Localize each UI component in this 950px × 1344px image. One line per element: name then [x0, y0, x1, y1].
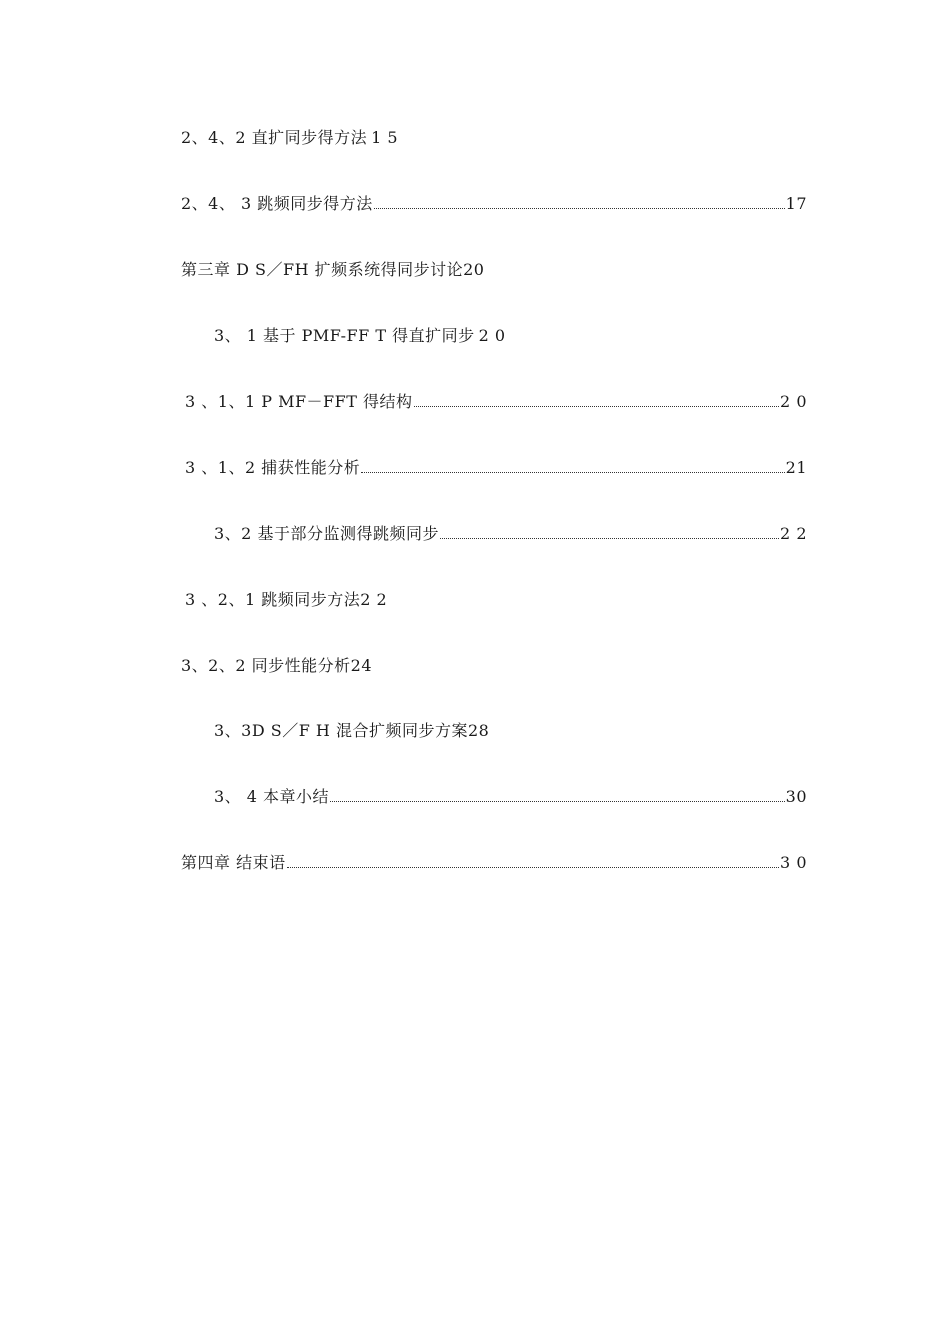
toc-leader-dots: [440, 537, 779, 539]
toc-entry-page: 17: [785, 194, 807, 213]
toc-entry-page: 21: [785, 458, 807, 477]
toc-entry-title: 3、3D S／F H 混合扩频同步方案: [214, 721, 468, 740]
toc-entry-title: 3 、2、1 跳频同步方法: [185, 590, 361, 609]
toc-entry-page: 3 0: [780, 853, 807, 872]
toc-entry-3-2[interactable]: [214, 524, 807, 544]
toc-entry-title: 第四章 结束语: [181, 853, 286, 872]
toc-entry-page: 1 5: [371, 128, 399, 147]
toc-entry-title: 3、2、2 同步性能分析: [181, 656, 351, 675]
toc-entry-title: 3 、1、2 捕获性能分析: [185, 458, 361, 477]
toc-entry-3-2-2[interactable]: [181, 656, 372, 676]
toc-leader-dots: [361, 471, 784, 473]
toc-leader-dots: [374, 207, 785, 209]
toc-entry-title: 2、4、2 直扩同步得方法: [181, 128, 368, 147]
toc-entry-title: 3、 1 基于 PMF-FF T 得直扩同步: [214, 326, 475, 345]
toc-entry-2-4-2[interactable]: [181, 128, 398, 148]
toc-entry-page: 2 2: [360, 590, 388, 609]
toc-entry-title: 3 、1、1 P MF－FFT 得结构: [185, 392, 413, 411]
toc-leader-dots: [287, 866, 779, 868]
toc-entry-3-2-1[interactable]: [185, 590, 387, 610]
toc-entry-3-1[interactable]: [214, 326, 506, 346]
toc-leader-dots: [414, 405, 780, 407]
toc-entry-chapter-4[interactable]: [181, 853, 807, 873]
toc-entry-title: 第三章 D S／FH 扩频系统得同步讨论: [181, 260, 464, 279]
toc-entry-3-4[interactable]: [214, 787, 807, 807]
toc-entry-page: 20: [463, 260, 485, 279]
toc-entry-page: 2 0: [478, 326, 506, 345]
toc-entry-chapter-3[interactable]: [181, 260, 484, 280]
toc-entry-title: 2、4、 3 跳频同步得方法: [181, 194, 373, 213]
toc-entry-3-3[interactable]: [214, 721, 489, 741]
toc-entry-page: 28: [467, 721, 490, 740]
toc-entry-3-1-2[interactable]: [185, 458, 807, 478]
toc-entry-3-1-1[interactable]: [185, 392, 807, 412]
toc-entry-2-4-3[interactable]: [181, 194, 807, 214]
toc-entry-page: 2 2: [780, 524, 807, 543]
toc-leader-dots: [330, 800, 785, 802]
toc-entry-page: 30: [785, 787, 807, 806]
toc-entry-title: 3、2 基于部分监测得跳频同步: [214, 524, 439, 543]
toc-entry-page: 24: [350, 656, 372, 675]
toc-entry-page: 2 0: [780, 392, 807, 411]
toc-entry-title: 3、 4 本章小结: [214, 787, 330, 806]
